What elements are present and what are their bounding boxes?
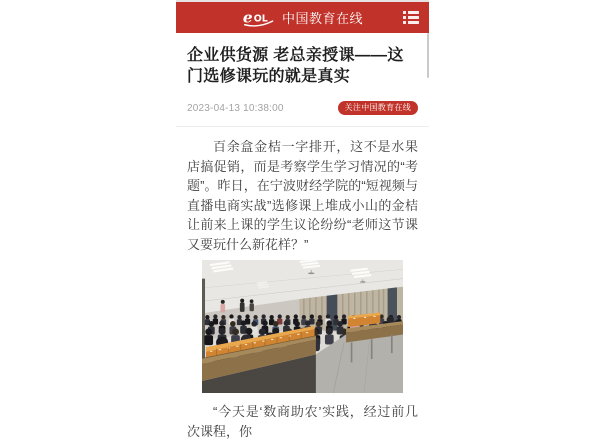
site-logo[interactable] <box>242 8 363 27</box>
article-page <box>176 0 429 439</box>
site-header <box>176 2 429 33</box>
classroom-photo-illustration <box>202 260 403 393</box>
article-photo <box>202 260 403 393</box>
meta-divider <box>176 126 429 127</box>
site-name: 中国教育在线 <box>281 11 363 26</box>
article-meta-row <box>187 101 418 115</box>
logo-letters-ol: OL <box>253 13 268 25</box>
scrollbar-thumb[interactable] <box>427 33 430 78</box>
eol-logo-icon <box>242 9 278 27</box>
publish-date: 2023-04-13 10:38:00 <box>187 102 284 114</box>
logo-letter-e: e <box>242 8 253 26</box>
follow-button[interactable]: 关注中国教育在线 <box>338 101 418 115</box>
paragraph-1: 百余盒金桔一字排开，这不是水果店搞促销，而是考察学生学习情况的“考题”。昨日，在宁波财经学院的“短视频与直播电商实战”选修课上堆成小山的金桔让前来上课的学生议论纷纷“老师这节课又要玩什么新花样？” <box>187 139 418 252</box>
article-body <box>176 45 429 441</box>
list-menu-icon <box>403 11 420 14</box>
paragraph-2: “今天是‘数商助农’实践，经过前几次课程，你 <box>187 404 418 439</box>
menu-button[interactable] <box>403 11 420 24</box>
article-title: 企业供货源 老总亲授课——这门选修课玩的就是真实 <box>187 47 404 85</box>
